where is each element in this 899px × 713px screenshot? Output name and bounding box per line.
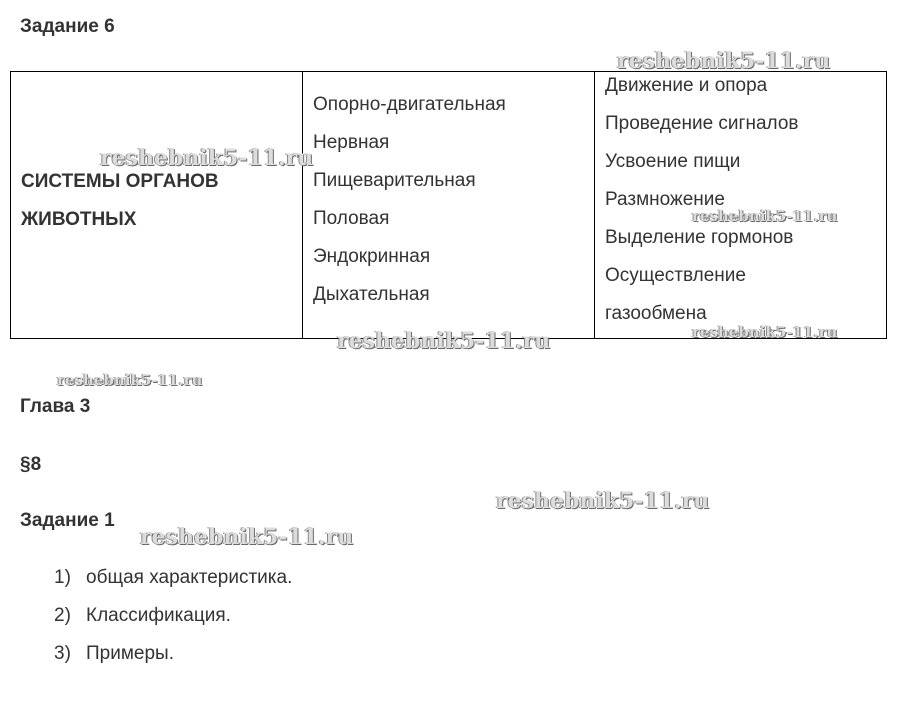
table-column-divider bbox=[302, 72, 303, 339]
list-item bbox=[54, 635, 292, 673]
watermark: reshebnik5-11.ru bbox=[337, 328, 551, 354]
section-heading: §8 bbox=[20, 454, 42, 475]
function-item: Размножение bbox=[605, 189, 725, 210]
system-item: Опорно-двигательная bbox=[313, 94, 506, 115]
chapter-heading: Глава 3 bbox=[20, 396, 91, 417]
list-item-number: 1) bbox=[54, 567, 71, 588]
function-item: Осуществление bbox=[605, 265, 746, 286]
system-item: Пищеварительная bbox=[313, 170, 476, 191]
task-1-heading: Задание 1 bbox=[20, 510, 115, 531]
function-item: Проведение сигналов bbox=[605, 113, 799, 134]
function-item: Движение и опора bbox=[605, 75, 768, 96]
task-6-heading: Задание 6 bbox=[20, 16, 115, 37]
function-item: Усвоение пищи bbox=[605, 151, 741, 172]
function-item: Выделение гормонов bbox=[605, 227, 794, 248]
table-left-label bbox=[21, 163, 219, 239]
organ-systems-table bbox=[10, 71, 887, 338]
watermark: reshebnik5-11.ru bbox=[617, 48, 831, 74]
functions-column bbox=[605, 67, 799, 333]
left-label-line: СИСТЕМЫ ОРГАНОВ bbox=[21, 171, 219, 192]
list-item bbox=[54, 597, 292, 635]
list-item-number: 3) bbox=[54, 643, 71, 664]
list-item-text: общая характеристика. bbox=[86, 567, 293, 588]
watermark: reshebnik5-11.ru bbox=[140, 524, 354, 550]
list-item-text: Примеры. bbox=[86, 643, 174, 664]
function-item: газообмена bbox=[605, 303, 707, 324]
system-item: Дыхательная bbox=[313, 284, 430, 305]
table-column-divider bbox=[594, 72, 595, 339]
watermark: reshebnik5-11.ru bbox=[496, 488, 710, 514]
watermark: reshebnik5-11.ru bbox=[100, 145, 314, 171]
list-item bbox=[54, 559, 292, 597]
list-item-text: Классификация. bbox=[86, 605, 231, 626]
system-item: Нервная bbox=[313, 132, 390, 153]
watermark: reshebnik5-11.ru bbox=[692, 323, 838, 341]
task-1-answer-list bbox=[54, 559, 292, 673]
left-label-line: ЖИВОТНЫХ bbox=[21, 209, 137, 230]
systems-column bbox=[313, 86, 506, 314]
system-item: Эндокринная bbox=[313, 246, 431, 267]
list-item-number: 2) bbox=[54, 605, 71, 626]
watermark: reshebnik5-11.ru bbox=[692, 207, 838, 225]
system-item: Половая bbox=[313, 208, 390, 229]
watermark: reshebnik5-11.ru bbox=[57, 371, 203, 389]
